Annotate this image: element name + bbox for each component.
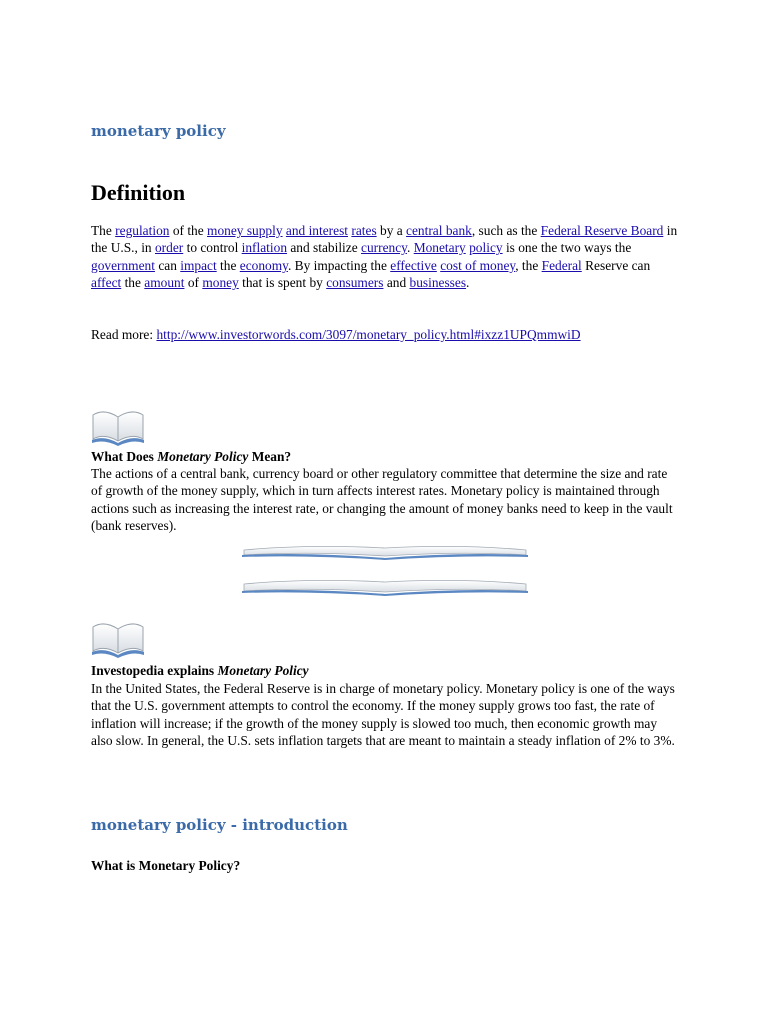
section-title-what-does: [91, 448, 681, 465]
text: of: [184, 275, 203, 291]
definition-heading: Definition: [91, 180, 186, 205]
link-businesses[interactable]: businesses: [409, 275, 467, 291]
section-heading-monetary-policy: monetary policy: [91, 122, 226, 140]
text: Monetary Policy: [157, 449, 249, 464]
text: .: [406, 240, 414, 256]
text: by a: [376, 223, 407, 238]
link-federal-reserve-board[interactable]: Federal Reserve Board: [540, 223, 664, 238]
link-currency[interactable]: currency: [361, 240, 407, 256]
link-central-bank[interactable]: central bank: [406, 223, 472, 238]
link-rates[interactable]: rates: [351, 223, 377, 238]
text: , such as the: [471, 223, 541, 238]
section-body-what-does: The actions of a central bank, currency board or other regulatory committee that determine the size and rate of growth of the money supply, which in turn affects interest rates. Monetary policy is maintained through actions such as increasing the interest rate, or changing the amount of money banks need to keep in the vault (bank reserves).: [91, 466, 673, 534]
link-policy[interactable]: policy: [469, 240, 503, 256]
link-effective[interactable]: effective: [390, 257, 437, 273]
book-icon: [90, 617, 146, 659]
text: and stabilize: [287, 240, 362, 256]
link-affect[interactable]: affect: [91, 275, 122, 291]
read-more-link[interactable]: http://www.investorwords.com/3097/monetary_policy.html#ixzz1UPQmmwiD: [156, 327, 581, 342]
link-economy[interactable]: economy: [239, 257, 288, 273]
link-monetary[interactable]: Monetary: [413, 240, 466, 256]
text: Mean?: [248, 449, 292, 464]
link-consumers[interactable]: consumers: [326, 275, 384, 291]
text: can: [154, 257, 181, 273]
book-strip-icon: [240, 536, 530, 562]
link-and-interest[interactable]: and interest: [285, 223, 349, 238]
link-government[interactable]: government: [91, 257, 155, 273]
text: Monetary Policy: [217, 663, 309, 678]
text: in the U.S., in: [91, 223, 678, 256]
section-body-investopedia-explains: In the United States, the Federal Reserve is in charge of monetary policy. Monetary policy is one of the ways that the U.S. government attempts to control the economy. If the money supply grows too fast, the rate of inflation will increase; if the growth of the money supply is slowed too much, then economic growth may also slow. In general, the U.S. sets inflation targets that are meant to maintain a steady inflation of 2% to 3%.: [91, 681, 675, 749]
text: The: [91, 223, 116, 238]
section-heading-introduction: monetary policy - introduction: [91, 816, 348, 834]
text: to control: [183, 240, 242, 256]
text: the: [121, 275, 145, 291]
book-strip-icon: [240, 574, 530, 600]
definition-paragraph: [91, 222, 681, 292]
text: Reserve can: [581, 257, 651, 273]
read-more-label: Read more:: [91, 327, 157, 342]
text: that is spent by: [238, 275, 327, 291]
text: and: [383, 275, 410, 291]
link-regulation[interactable]: regulation: [115, 223, 170, 238]
text: What Does: [91, 449, 158, 464]
link-cost-of-money[interactable]: cost of money: [440, 257, 516, 273]
link-impact[interactable]: impact: [180, 257, 217, 273]
link-money[interactable]: money: [202, 275, 239, 291]
text: Investopedia explains: [91, 663, 218, 678]
link-order[interactable]: order: [154, 240, 184, 256]
text: . By impacting the: [287, 257, 391, 273]
text: of the: [169, 223, 208, 238]
link-inflation[interactable]: inflation: [241, 240, 288, 256]
book-icon: [90, 405, 146, 447]
text: is one the two ways the: [502, 240, 632, 256]
section-title-investopedia-explains: [91, 662, 681, 679]
text: .: [466, 275, 470, 291]
text: , the: [515, 257, 542, 273]
question-heading: What is Monetary Policy?: [91, 858, 241, 873]
link-money-supply[interactable]: money supply: [207, 223, 283, 238]
read-more-line: [91, 326, 681, 343]
text: the: [216, 257, 240, 273]
link-federal[interactable]: Federal: [541, 257, 582, 273]
link-amount[interactable]: amount: [144, 275, 185, 291]
